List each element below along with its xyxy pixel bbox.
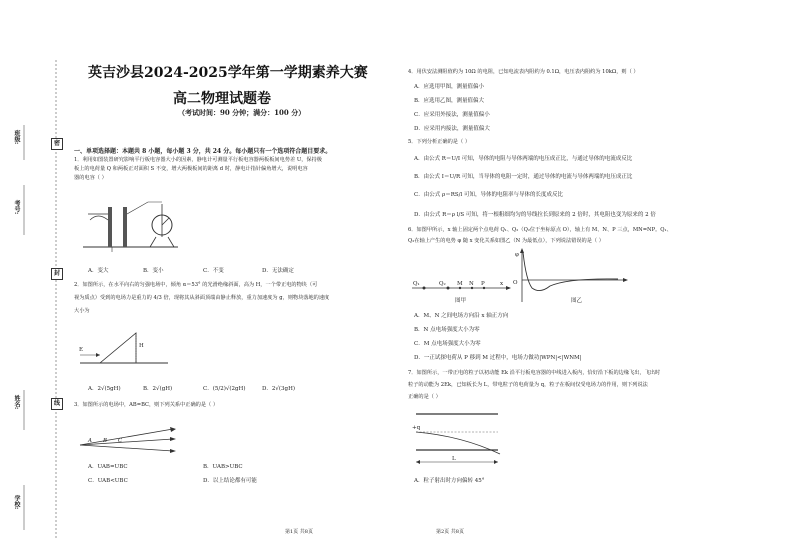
q7-line-2: 粒子的动能为 2Ek，已知板长为 L，带电粒子的电荷量为 q，粒子在板间仅受电场力的作用，则下列说法	[408, 382, 648, 388]
q5-option-c[interactable]: C．由公式 ρ＝RS/l 可知，导体的电阻率与导体的长度成反比	[414, 192, 563, 198]
q6-option-d[interactable]: D．一正试探电荷从 P 移到 M 过程中，电场力做功|WPN|<|WNM|	[414, 355, 582, 361]
q4-line-1: 4．用伏安法测阻值约为 10Ω 的电阻，已知电流表内阻约为 0.1Ω，电压表内阻约为 10kΩ，则（ ）	[408, 69, 639, 75]
q5-option-b[interactable]: B．由公式 I＝U/R 可知，当导体的电阻一定时，通过导体的电流与导体两端的电压成正比	[414, 174, 633, 180]
q3-point-c: C	[118, 438, 123, 444]
seal-char-xian: 线	[51, 398, 63, 410]
q1-option-b[interactable]: B．变小	[143, 268, 164, 274]
q2-option-b[interactable]: B．2√(gH)	[143, 386, 173, 392]
q7-line-1: 7．如图所示，一带正电的粒子以初动能 Ek 沿平行板电容器的中线进入板内，恰好沿下板的边缘飞出，飞出时	[408, 370, 661, 376]
q5-option-d[interactable]: D．由公式 R＝ρ l/S 可知，将一根粗细均匀的导线拉长到原来的 2 倍时，其电阻也变为原来的 2 倍	[414, 212, 656, 218]
q7-option-a[interactable]: A．粒子射出时方向偏转 45°	[414, 478, 485, 484]
q7-label-l: L	[452, 456, 456, 462]
q6-axis-q1: Q₁	[413, 281, 420, 287]
q1-option-c[interactable]: C．不变	[203, 268, 224, 274]
q4-option-d[interactable]: D．应采用内接法，测量值偏大	[414, 126, 490, 132]
exam-info: （考试时间：90 分钟；满分：100 分）	[178, 108, 306, 117]
q6-axis-phi: φ	[515, 252, 519, 258]
right-page-footer: 第2页 共8页	[436, 529, 464, 535]
q7-line-3: 正确的是（ ）	[408, 394, 441, 400]
q6-line-1: 6．如图甲所示，x 轴上固定两个点电荷 Q₁、Q₂（Q₂位于坐标原点 O），轴上有 M、N、P 三点，MN=NP。Q₁、	[408, 227, 672, 233]
q2-line-2: 视为质点）受到的电场力是重力的 4/3 倍，现将其从斜面顶端由静止释放，重力加速度为 g，则物块落地的速度	[74, 295, 330, 301]
q4-option-c[interactable]: C．应采用外接法，测量值偏小	[414, 112, 490, 118]
q2-label-h: H	[139, 343, 144, 349]
q2-option-d[interactable]: D．2√(3gH)	[262, 386, 296, 392]
q5-line-1: 5．下列分析正确的是（ ）	[408, 139, 471, 145]
left-page-footer: 第1页 共8页	[285, 529, 313, 535]
q6-axis-n: N	[469, 281, 474, 287]
q3-option-c[interactable]: C．UAB<UBC	[88, 478, 128, 484]
capacitor-figure	[412, 410, 512, 470]
q2-line-1: 2．如图所示，在水平向右的匀强电场中，倾角 α＝53° 的光滑绝缘斜面，高为 H，一个带正电的物块（可	[74, 282, 318, 288]
field-lines-figure	[78, 417, 188, 467]
class-label: 班级:	[13, 130, 20, 145]
q6-axis-p: P	[481, 281, 485, 287]
exam-subtitle: 高二物理试题卷	[173, 91, 271, 107]
q5-option-a[interactable]: A．由公式 R＝U/I 可知，导体的电阻与导体两端的电压成正比，与通过导体的电流成反比	[414, 156, 633, 162]
q1-line-1: 1．利用如图装置研究影响平行板电容器大小的因素，静电计可测量平行板电容器两板板间电势差 U，保持极	[74, 157, 322, 163]
electrometer-figure	[78, 192, 188, 262]
school-label: 学校:	[13, 495, 20, 510]
q6-line-2: Q₂在轴上产生的电势 φ 随 x 变化关系如图乙（N 为最低点），下列说法错误的是（ ）	[408, 238, 604, 244]
section1-heading: 一、单项选择题：本题共 8 小题，每小题 3 分，共 24 分。每小题只有一个选项符合题目要求。	[74, 148, 332, 155]
seal-char-feng: 封	[51, 268, 63, 280]
fig-jia-caption: 图甲	[455, 298, 467, 304]
q6-axis-m: M	[457, 281, 463, 287]
q6-option-a[interactable]: A．M、N 之间电场方向沿 x 轴正方向	[414, 313, 509, 319]
q2-option-c[interactable]: C．(5/2)√(2gH)	[203, 386, 246, 392]
q3-option-a[interactable]: A．UAB=UBC	[88, 464, 128, 470]
exam-title: 英吉沙县2024-2025学年第一学期素养大赛	[88, 65, 368, 81]
q6-option-c[interactable]: C．M 点电场强度大小为零	[414, 341, 481, 347]
q6-axis-q2: Q₂	[439, 281, 446, 287]
q3-line-1: 3．如图所示的电场中，AB=BC，则下列关系中正确的是（ ）	[74, 402, 219, 408]
name-label: 姓名:	[13, 395, 20, 410]
q6-axis-o: O	[513, 280, 518, 286]
q1-option-d[interactable]: D．无法确定	[262, 268, 294, 274]
exam-number-label: 考号:	[13, 200, 20, 215]
q6-axis-x: x	[500, 281, 504, 287]
q1-line-3: 器的电容（ ）	[74, 175, 107, 181]
q3-point-b: B	[103, 438, 108, 444]
q1-line-2: 板上的电荷量 Q 和两板正对面积 S 不变，增大两极板间的距离 d 时，静电计指针偏角增大，说明电容	[74, 166, 308, 172]
q7-label-q: +q	[412, 425, 421, 431]
q3-option-b[interactable]: B．UAB>UBC	[203, 464, 243, 470]
q6-option-b[interactable]: B．N 点电场强度大小为零	[414, 327, 480, 333]
q1-option-a[interactable]: A．变大	[88, 268, 109, 274]
q2-label-e: E	[79, 347, 84, 353]
q4-option-b[interactable]: B．应选用乙图，测量值偏大	[414, 98, 485, 104]
q3-point-a: A	[88, 438, 92, 444]
q2-option-a[interactable]: A．2√(5gH)	[88, 386, 121, 392]
q3-option-d[interactable]: D．以上结论都有可能	[203, 478, 257, 484]
q2-line-3: 大小为	[74, 308, 90, 314]
fig-yi-caption: 图乙	[571, 298, 583, 304]
seal-char-mi: 密	[51, 138, 63, 150]
incline-figure	[78, 323, 178, 368]
q4-option-a[interactable]: A．应选用甲图，测量值偏小	[414, 84, 484, 90]
